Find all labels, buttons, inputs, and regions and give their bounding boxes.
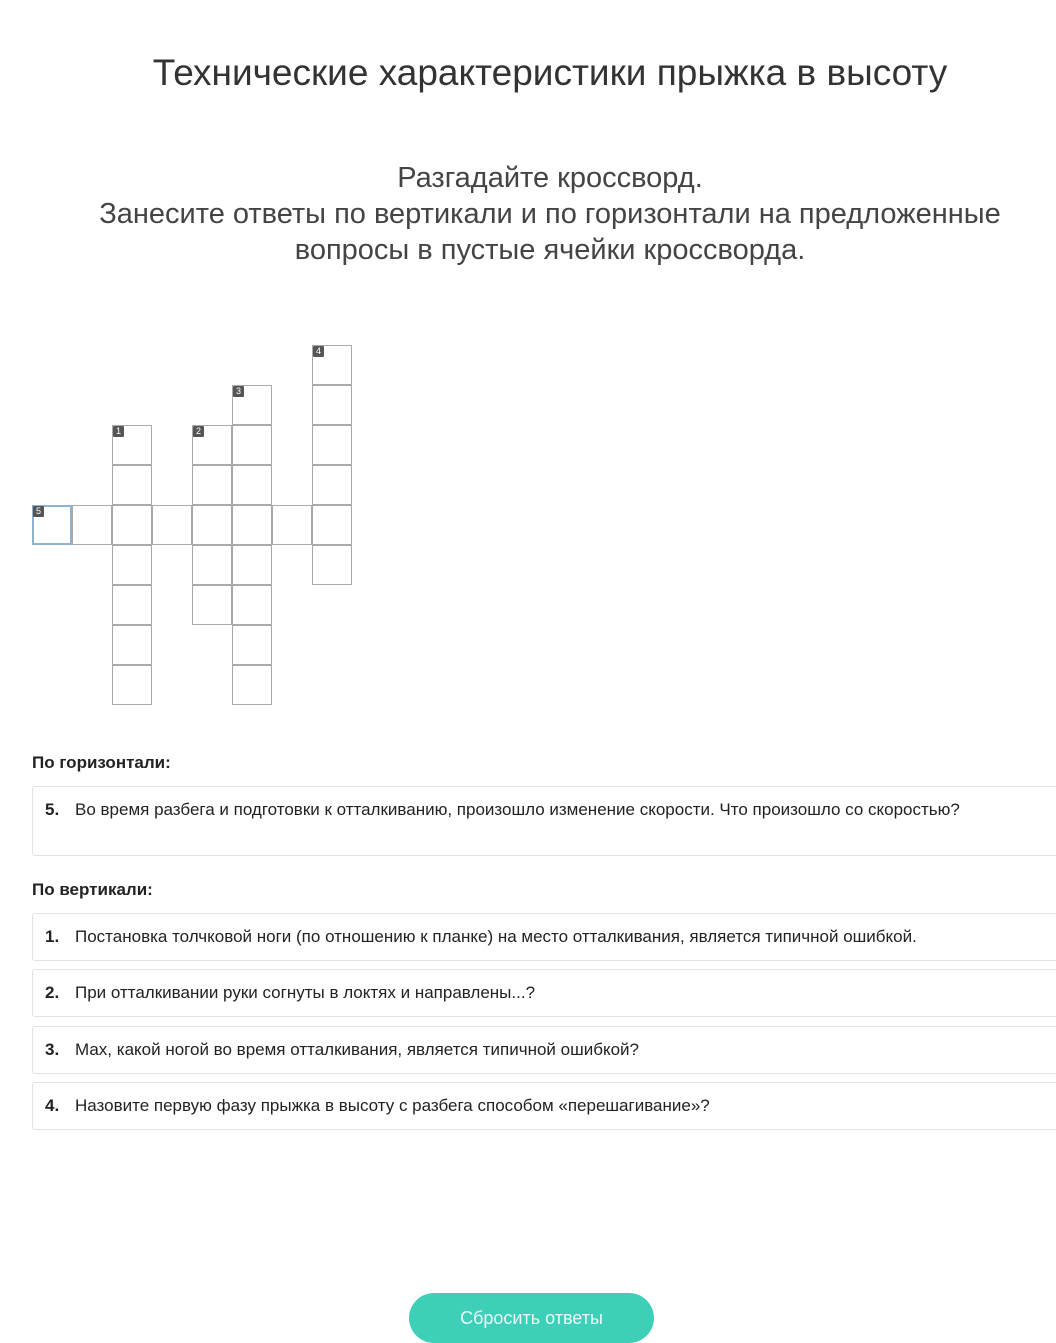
clue-number-badge: 5 — [33, 506, 44, 517]
crossword-cell[interactable] — [112, 465, 152, 505]
crossword-cell[interactable] — [232, 425, 272, 465]
clue-number-badge: 1 — [113, 426, 124, 437]
crossword-cell[interactable] — [312, 465, 352, 505]
clue-down-4 — [32, 1082, 1056, 1130]
clue-down-1 — [32, 913, 1056, 961]
clue-text: Постановка толчковой ноги (по отношению к планке) на место отталкивания, является типичной ошибкой. — [75, 927, 917, 946]
page-title: Технические характеристики прыжка в высоту — [152, 52, 948, 93]
crossword-cell[interactable] — [192, 465, 232, 505]
crossword-cell[interactable] — [232, 545, 272, 585]
crossword-cell[interactable] — [312, 545, 352, 585]
clue-number-badge: 4 — [313, 346, 324, 357]
crossword-cell[interactable] — [192, 505, 232, 545]
clue-text: Мах, какой ногой во время отталкивания, является типичной ошибкой? — [75, 1040, 639, 1059]
crossword-cell[interactable] — [112, 505, 152, 545]
down-heading: По вертикали: — [32, 880, 153, 899]
instruction-line: Разгадайте кроссворд. — [397, 162, 703, 194]
across-heading: По горизонтали: — [32, 753, 171, 772]
clue-number: 3. — [45, 1040, 60, 1059]
crossword-cell[interactable] — [232, 585, 272, 625]
crossword-cell[interactable] — [112, 585, 152, 625]
clue-number: 2. — [45, 983, 60, 1002]
crossword-cell[interactable] — [152, 505, 192, 545]
crossword-cell[interactable] — [192, 545, 232, 585]
clue-text: При отталкивании руки согнуты в локтях и направлены...? — [75, 983, 536, 1002]
crossword-cell[interactable] — [112, 625, 152, 665]
clue-number-badge: 3 — [233, 386, 244, 397]
clue-number-badge: 2 — [193, 426, 204, 437]
crossword-cell[interactable] — [232, 505, 272, 545]
reset-answers-button[interactable]: Сбросить ответы — [409, 1293, 654, 1343]
instructions — [0, 160, 1056, 268]
crossword-cell[interactable] — [112, 665, 152, 705]
clue-down-3 — [32, 1026, 1056, 1074]
clue-across-5 — [32, 786, 1056, 856]
instruction-line: Занесите ответы по вертикали и по горизонтали на предложенные — [99, 198, 1001, 230]
crossword-cell[interactable] — [192, 585, 232, 625]
crossword-cell[interactable] — [232, 625, 272, 665]
clue-text: Назовите первую фазу прыжка в высоту с разбега способом «перешагивание»? — [75, 1096, 710, 1115]
crossword-cell[interactable] — [312, 385, 352, 425]
instruction-line: вопросы в пустые ячейки кроссворда. — [294, 234, 806, 266]
clue-number: 4. — [45, 1096, 60, 1115]
clue-down-2 — [32, 969, 1056, 1017]
clue-text: Во время разбега и подготовки к отталкиванию, произошло изменение скорости. Что произошло со скоростью? — [75, 800, 960, 819]
crossword-cell[interactable] — [232, 465, 272, 505]
crossword-cell[interactable] — [232, 665, 272, 705]
clue-number: 5. — [45, 800, 60, 819]
clue-number: 1. — [45, 927, 60, 946]
crossword-cell[interactable] — [112, 545, 152, 585]
crossword-cell[interactable] — [272, 505, 312, 545]
crossword-cell[interactable] — [312, 505, 352, 545]
crossword-cell[interactable] — [72, 505, 112, 545]
crossword-cell[interactable] — [312, 425, 352, 465]
